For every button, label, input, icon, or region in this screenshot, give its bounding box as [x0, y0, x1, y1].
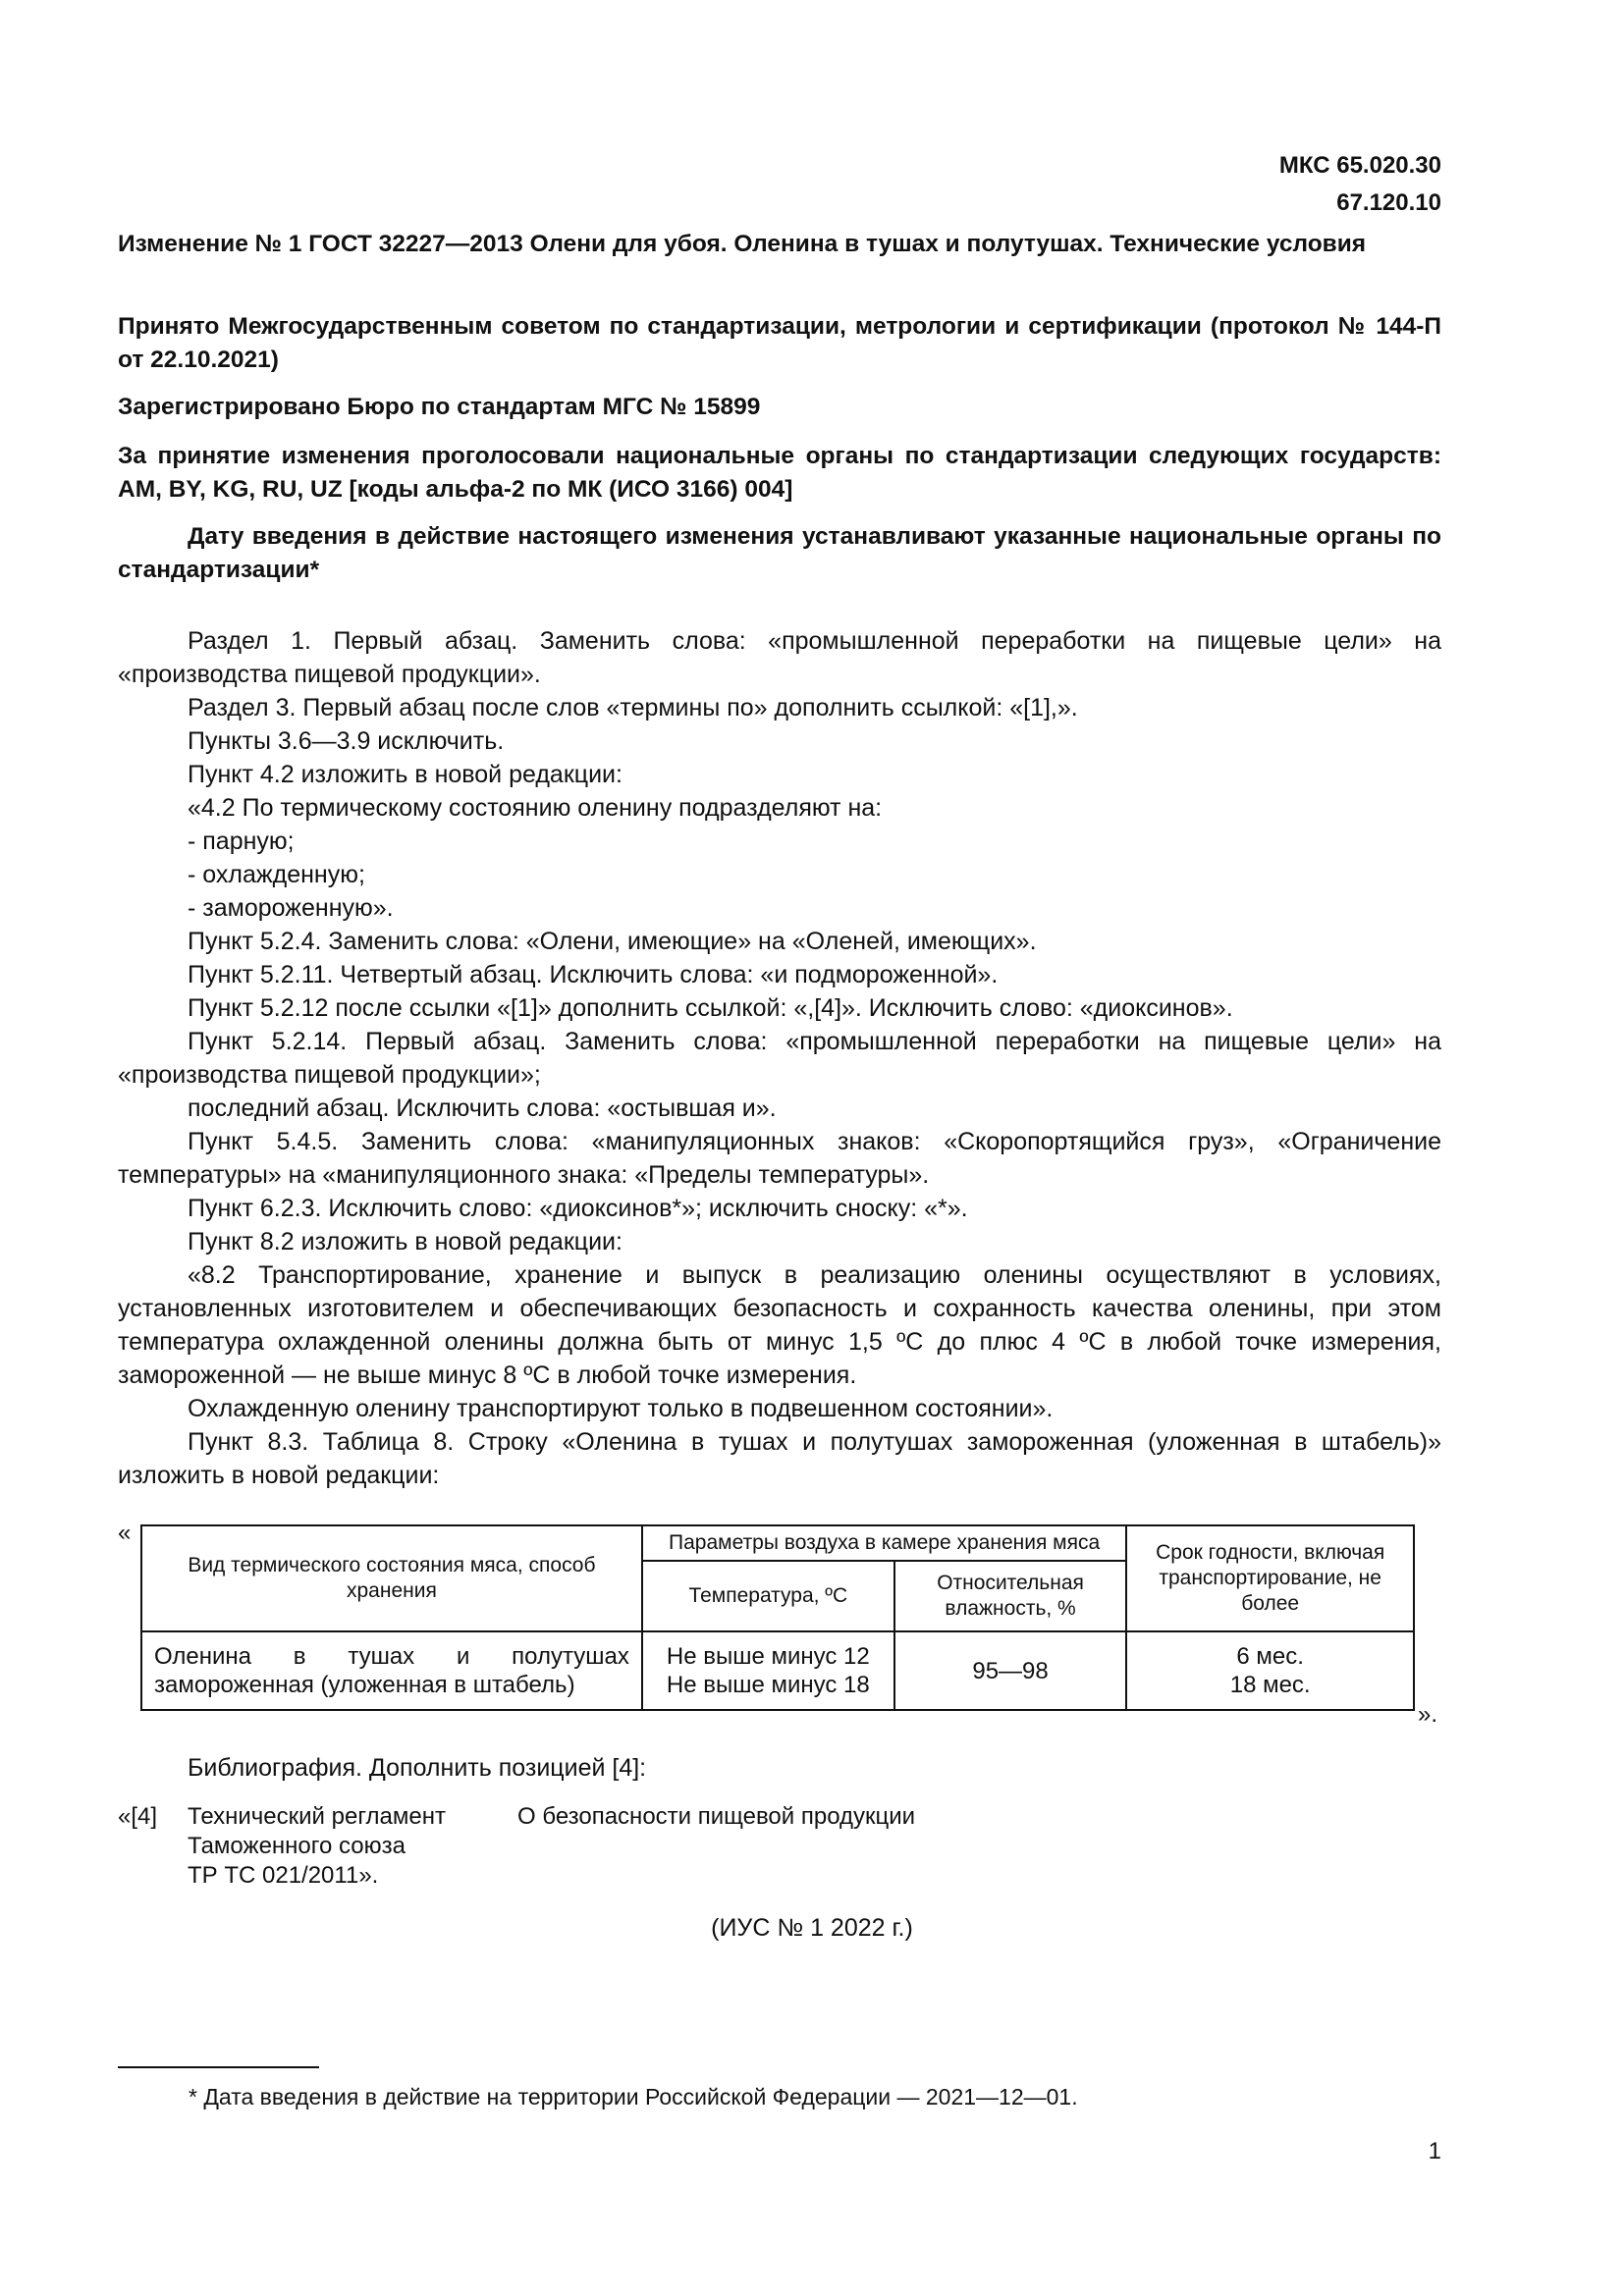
- list-item: - парную;: [188, 828, 295, 855]
- paragraph: Пункты 3.6—3.9 исключить.: [188, 727, 505, 755]
- paragraph: Пункт 6.2.3. Исключить слово: «диоксинов*»; исключить сноску: «*».: [188, 1195, 968, 1222]
- bib-title: О безопасности пищевой продукции: [517, 1803, 916, 1830]
- mks-codes: [1279, 147, 1441, 222]
- amendment-title: Изменение № 1 ГОСТ 32227—2013 Олени для убоя. Оленина в тушах и полутушах. Технические условия: [118, 231, 1367, 257]
- paragraph: Пункт 8.3. Таблица 8. Строку «Оленина в тушах и полутушах замороженная (уложенная в штабель)» изложить в новой редакции:: [118, 1428, 1441, 1489]
- table-close-quote: ».: [1418, 1701, 1438, 1728]
- paragraph: Пункт 5.2.4. Заменить слова: «Олени, имеющие» на «Оленей, имеющих».: [188, 928, 1037, 955]
- paragraph: Пункт 5.2.11. Четвертый абзац. Исключить слова: «и подмороженной».: [188, 961, 999, 988]
- paragraph: «4.2 По термическому состоянию оленину подразделяют на:: [188, 794, 883, 822]
- paragraph: Пункт 5.2.12 после ссылки «[1]» дополнить ссылкой: «,[4]». Исключить слово: «диоксинов».: [188, 994, 1233, 1022]
- paragraph: Пункт 5.2.14. Первый абзац. Заменить слова: «промышленной переработки на пищевые цели» на «производства пищевой продукции»;: [118, 1028, 1441, 1089]
- bib-doc-line-1: Технический регламент: [188, 1803, 446, 1830]
- header-shelf-life: Срок годности, включая транспортирование, не более: [1126, 1525, 1414, 1631]
- paragraph: Раздел 1. Первый абзац. Заменить слова: «промышленной переработки на пищевые цели» на «производства пищевой продукции».: [118, 627, 1441, 688]
- voting-statement: За принятие изменения проголосовали национальные органы по стандартизации следующих государств: AM, BY, KG, RU, UZ [коды альфа-2 по МК (ИСО 3166) 004]: [118, 443, 1441, 503]
- registration-statement: Зарегистрировано Бюро по стандартам МГС № 15899: [118, 394, 761, 420]
- cell-temperature-1: Не выше минус 12: [666, 1643, 870, 1670]
- bib-doc-line-3: ТР ТС 021/2011».: [188, 1862, 379, 1889]
- paragraph: Пункт 5.4.5. Заменить слова: «манипуляционных знаков: «Скоропортящийся груз», «Ограничение температуры» на «манипуляционного знака: «Пределы температуры».: [118, 1128, 1441, 1189]
- paragraph: Пункт 8.2 изложить в новой редакции:: [188, 1228, 623, 1255]
- table-row: [141, 1631, 1414, 1710]
- footnote: * Дата введения в действие на территории Российской Федерации — 2021—12—01.: [189, 2084, 1078, 2109]
- page-number: 1: [1428, 2138, 1441, 2164]
- paragraph: последний абзац. Исключить слова: «остывшая и».: [188, 1095, 777, 1122]
- effective-date-note: Дату введения в действие настоящего изменения устанавливают указанные национальные органы по стандартизации*: [118, 523, 1441, 583]
- mks-code-1: МКС 65.020.30: [1278, 152, 1441, 179]
- header-temperature: Температура, ºС: [642, 1561, 894, 1631]
- ius-reference: (ИУС № 1 2022 г.): [711, 1914, 913, 1942]
- cell-shelf-life-1: 6 мес.: [1236, 1643, 1304, 1670]
- header-air-parameters: Параметры воздуха в камере хранения мяса: [642, 1525, 1127, 1561]
- mks-code-2: 67.120.10: [1336, 189, 1441, 216]
- cell-humidity: 95—98: [894, 1631, 1127, 1710]
- adopted-statement: Принято Межгосударственным советом по стандартизации, метрологии и сертификации (протокол № 144-П от 22.10.2021): [118, 313, 1441, 373]
- cell-temperature-2: Не выше минус 18: [666, 1672, 870, 1698]
- paragraph: Охлажденную оленину транспортируют только в подвешенном состоянии».: [188, 1395, 1054, 1422]
- footnote-divider: [118, 2066, 319, 2068]
- table-8-row: [140, 1524, 1415, 1711]
- bib-number: «[4]: [118, 1803, 158, 1830]
- list-item: - замороженную».: [188, 894, 394, 922]
- bibliography-intro: [118, 1751, 1441, 1785]
- paragraph: Раздел 3. Первый абзац после слов «термины по» дополнить ссылкой: «[1],».: [188, 694, 1078, 721]
- header-humidity: Относительная влажность, %: [894, 1561, 1127, 1631]
- paragraph: «8.2 Транспортирование, хранение и выпуск в реализацию оленины осуществляют в условиях, установленных изготовителем и обеспечивающих безопасность и сохранность качества оленины, при этом температура охлажденной оленины должна быть от минус 1,5 ºС до плюс 4 ºС в любой точке измерения, замороженной — не выше минус 8 ºС в любой точке измерения.: [118, 1261, 1441, 1389]
- amendment-body: [118, 624, 1441, 1492]
- cell-kind: Оленина в тушах и полутушах замороженная (уложенная в штабель): [141, 1631, 642, 1710]
- list-item: - охлажденную;: [188, 861, 365, 888]
- paragraph: Библиография. Дополнить позицией [4]:: [188, 1754, 647, 1782]
- paragraph: Пункт 4.2 изложить в новой редакции:: [188, 761, 623, 788]
- cell-shelf-life: [1126, 1631, 1414, 1710]
- bib-doc-line-2: Таможенного союза: [188, 1833, 406, 1859]
- table-open-quote: «: [118, 1520, 132, 1546]
- cell-shelf-life-2: 18 мес.: [1229, 1672, 1311, 1698]
- header-kind: Вид термического состояния мяса, способ хранения: [141, 1525, 642, 1631]
- cell-temperature: [642, 1631, 894, 1710]
